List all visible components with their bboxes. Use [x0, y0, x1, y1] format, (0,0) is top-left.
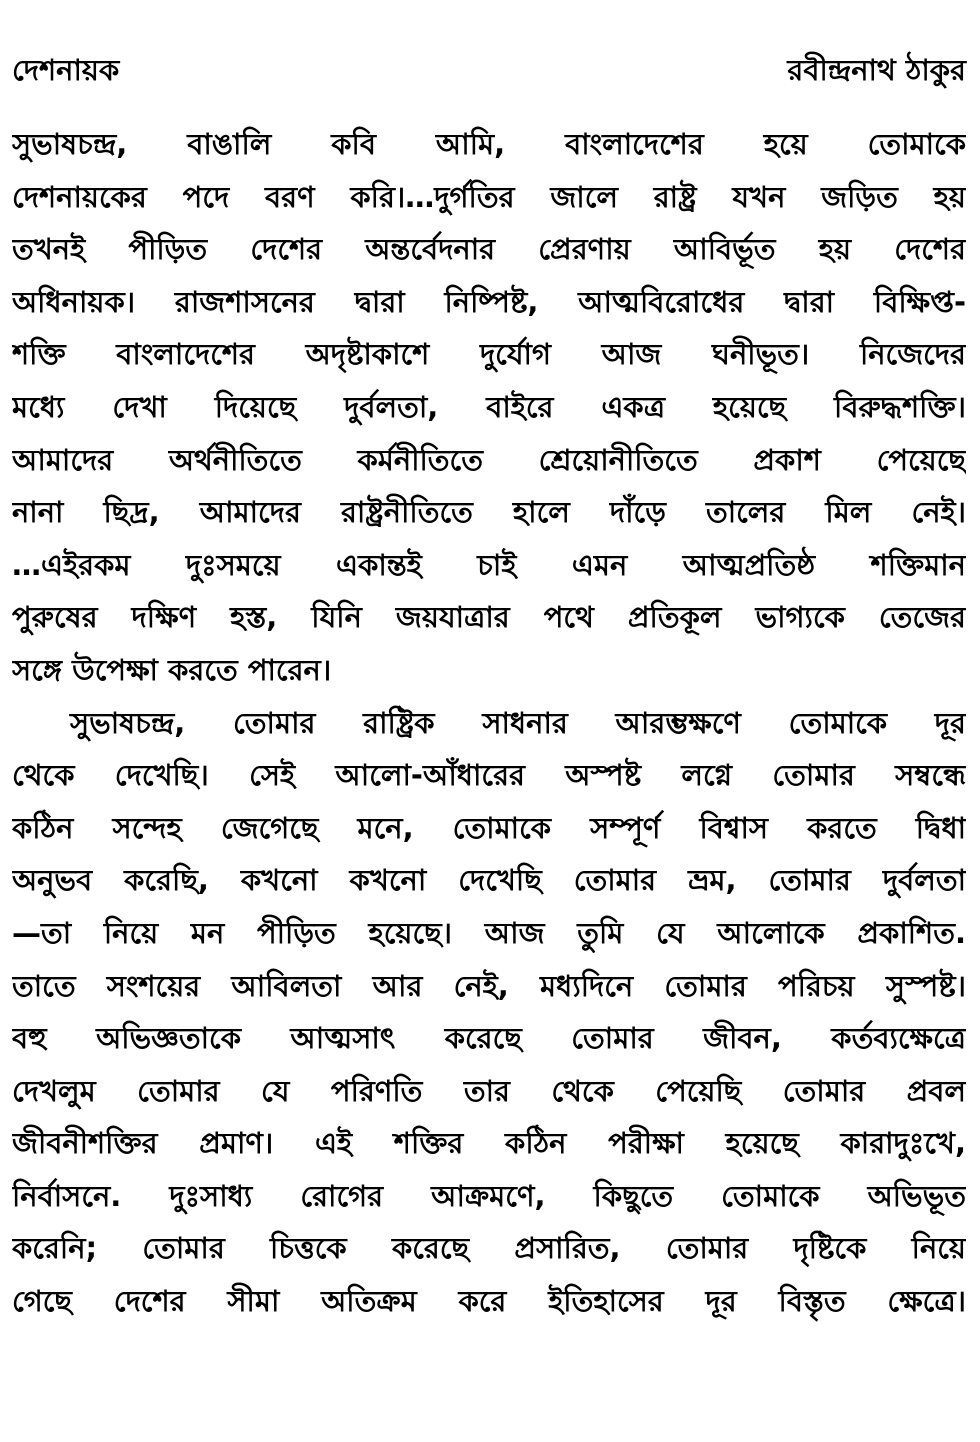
text-line: মধ্যে দেখা দিয়েছে দুর্বলতা, বাইরে একত্র হয়েছে বিরুদ্ধশক্তি।: [12, 389, 966, 424]
text-line: —তা নিয়ে মন পীড়িত হয়েছে। আজ তুমি যে আলোকে প্রকাশিত.: [12, 915, 966, 950]
text-line: সুভাষচন্দ্র, তোমার রাষ্ট্রিক সাধনার আরম্ভক্ষণে তোমাকে দূর: [70, 705, 966, 740]
text-line: বহু অভিজ্ঞতাকে আত্মসাৎ করেছে তোমার জীবন, কর্তব্যক্ষেত্রে: [12, 1021, 966, 1056]
running-head-title: দেশনায়ক: [12, 52, 120, 87]
text-line: গেছে দেশের সীমা অতিক্রম করে ইতিহাসের দূর বিস্তৃত ক্ষেত্রে।: [12, 1284, 966, 1319]
text-line: তাতে সংশয়ের আবিলতা আর নেই, মধ্যদিনে তোমার পরিচয় সুস্পষ্ট।: [12, 968, 966, 1003]
text-line: অধিনায়ক। রাজশাসনের দ্বারা নিষ্পিষ্ট, আত্মবিরোধের দ্বারা বিক্ষিপ্ত-: [12, 284, 966, 319]
text-line: নানা ছিদ্র, আমাদের রাষ্ট্রনীতিতে হালে দাঁড়ে তালের মিল নেই।: [12, 495, 966, 530]
text-line: কঠিন সন্দেহ জেগেছে মনে, তোমাকে সম্পূর্ণ বিশ্বাস করতে দ্বিধা: [12, 810, 966, 845]
text-line: আমাদের অর্থনীতিতে কর্মনীতিতে শ্রেয়োনীতিতে প্রকাশ পেয়েছে: [12, 442, 966, 477]
text-line: নির্বাসনে. দুঃসাধ্য রোগের আক্রমণে, কিছুতে তোমাকে অভিভূত: [12, 1178, 966, 1213]
text-line: জীবনীশক্তির প্রমাণ। এই শক্তির কঠিন পরীক্ষা হয়েছে কারাদুঃখে,: [12, 1126, 966, 1161]
text-line: তখনই পীড়িত দেশের অন্তর্বেদনার প্রেরণায় আবির্ভূত হয় দেশের: [12, 232, 966, 267]
paragraph-1: [12, 118, 966, 697]
text-line: দেখলুম তোমার যে পরিণতি তার থেকে পেয়েছি তোমার প্রবল: [12, 1073, 966, 1108]
text-line: পুরুষের দক্ষিণ হস্ত, যিনি জয়যাত্রার পথে প্রতিকূল ভাগ্যকে তেজের: [12, 600, 966, 635]
body-text: [12, 118, 966, 1328]
text-line: করেনি; তোমার চিত্তকে করেছে প্রসারিত, তোমার দৃষ্টিকে নিয়ে: [12, 1231, 966, 1266]
text-line: সুভাষচন্দ্র, বাঙালি কবি আমি, বাংলাদেশের হয়ে তোমাকে: [12, 127, 966, 161]
text-line: শক্তি বাংলাদেশের অদৃষ্টাকাশে দুর্যোগ আজ ঘনীভূত। নিজেদের: [12, 337, 966, 372]
text-line: থেকে দেখেছি। সেই আলো-আঁধারের অস্পষ্ট লগ্নে তোমার সম্বন্ধে: [12, 758, 966, 793]
paragraph-2: [12, 697, 966, 1328]
running-head-author: রবীন্দ্রনাথ ঠাকুর: [787, 52, 966, 87]
text-line: …এইরকম দুঃসময়ে একান্তই চাই এমন আত্মপ্রতিষ্ঠ শক্তিমান: [12, 547, 966, 582]
text-line: অনুভব করেছি, কখনো কখনো দেখেছি তোমার ভ্রম, তোমার দুর্বলতা: [12, 863, 966, 898]
running-head: [12, 50, 966, 94]
text-line: সঙ্গে উপেক্ষা করতে পারেন।: [12, 652, 332, 687]
text-line: দেশনায়কের পদে বরণ করি।…দুর্গতির জালে রাষ্ট্র যখন জড়িত হয়: [12, 179, 966, 214]
